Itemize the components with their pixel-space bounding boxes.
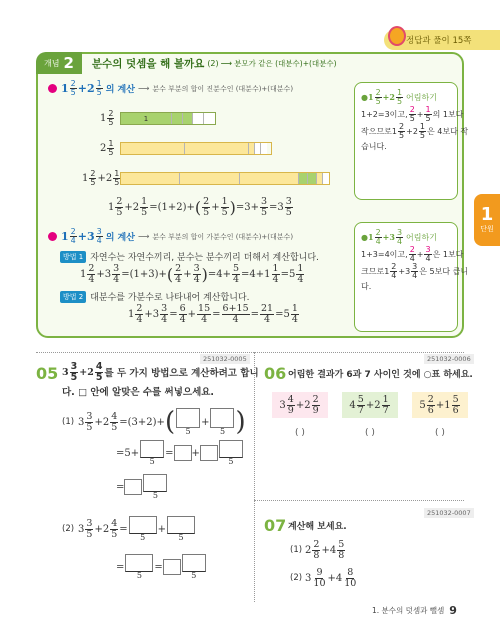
arrow-icon: ⟶ — [220, 58, 233, 68]
model-bar-3 — [120, 172, 330, 185]
q05-prompt-2: 다. □ 안에 알맞은 수를 써넣으세요. — [62, 387, 215, 398]
q05-item2-line1: (2) 3 3 5 +2 $\frac{4}{5}$ = 5 + 5 — [62, 516, 196, 542]
answer-tag: 정답과 풀이 15쪽 — [384, 30, 500, 50]
q05-prompt: 3 3 5 +2 4 5 를 두 가지 방법으로 계산하려고 합니 — [62, 361, 259, 383]
divider — [254, 352, 255, 602]
divider — [254, 500, 464, 501]
estimate-box-1: ● 1 2 5 +2 1 5 어림하기 1+2=3이고, 2 5 + $\frac{1}{5}$ 의 1보다 작으므로 1 2 5 +2 1 5 은 4보다 작 습니다. — [354, 82, 458, 200]
section-b-title: 1 2 4 +3 3 4 의 계산 ⟶ 분수 부분의 합이 가분수인 (대분수)+(대분수) — [48, 228, 293, 245]
q05-code: 251032-0005 — [200, 354, 250, 364]
answer-paren[interactable]: ( ) — [295, 428, 305, 438]
q07-item1: (1) 2 2 8 +4 5 8 — [290, 539, 345, 561]
concept-badge: 개념 2 — [36, 52, 82, 74]
q07-item2: (2) 3 9 10 +4 8 10 — [290, 567, 357, 589]
concept-header: 개념 2 분수의 덧셈을 해 볼까요 (2) ⟶ 분모가 같은 (대분수)+(대분수) — [36, 52, 464, 74]
answer-paren[interactable]: ( ) — [435, 428, 445, 438]
example-icon — [48, 84, 57, 93]
example-icon — [48, 232, 57, 241]
q07-prompt: 계산해 보세요. — [288, 522, 347, 532]
method2-row: 방법 2 대분수를 가분수로 나타내어 계산합니다. — [60, 290, 249, 303]
section-a-equation: 1 2 5 +2 $\frac{1}{5}$ =(1+2)+ ( 2 5 + $\frac{1}{5}$ ) =3+ $\frac{3}{5}$ =3 3 5 — [108, 196, 292, 218]
q07-code: 251032-0007 — [424, 508, 474, 518]
q05-item1-line1: (1) 3 3 5 +2 $\frac{4}{5}$ =(3+2)+ ( 5 + 5 ) — [62, 407, 246, 437]
bar-row-1: 1 2 5 — [100, 109, 114, 127]
q05-item1-line3: = 5 — [116, 474, 168, 500]
answer-box[interactable] — [124, 479, 142, 495]
q06-answers — [272, 428, 482, 438]
method1-equation: 1 2 4 +3 $\frac{3}{4}$ =(1+3)+ ( 2 4 + $\frac{3}{4}$ ) =4+ $\frac{5}{4}$ =4+1 $\frac{1}{4}$ =5 1 4 — [80, 263, 304, 285]
answer-paren[interactable]: ( ) — [365, 428, 375, 438]
chapter-tab[interactable]: 1 단원 — [474, 194, 500, 246]
section-a-title: 1 2 5 +2 1 5 의 계산 ⟶ 분수 부분의 합이 진분수인 (대분수)+(대분수) — [48, 80, 293, 97]
q06-prompt: 어림한 결과가 6과 7 사이인 것에 ○표 하세요. — [288, 370, 473, 380]
method2-equation: 1 2 4 +3 $\frac{3}{4}$ = $\frac{6}{4}$ + $\frac{15}{4}$ = $\frac{6+15}{4}$ = $\frac{21}{4}$ =5 1 4 — [128, 303, 298, 325]
q06-code: 251032-0006 — [424, 354, 474, 364]
q06-number: 06 — [264, 364, 287, 383]
q07-number: 07 — [264, 516, 287, 535]
method1-row: 방법 1 자연수는 자연수끼리, 분수는 분수끼리 더해서 계산합니다. — [60, 250, 319, 263]
q05-item1-line2: =5+ 5 = + 5 — [116, 440, 244, 466]
q05-number: 05 — [36, 364, 59, 383]
answer-box[interactable] — [174, 445, 192, 461]
mascot-icon — [388, 26, 406, 46]
divider — [36, 352, 464, 353]
bar-row-2: 2 1 5 — [100, 139, 114, 157]
estimate-box-2: ● 1 2 4 +3 3 4 어림하기 1+3=4이고, 2 4 + $\frac{3}{4}$ 은 1보다 크므로 1 2 4 +3 3 4 은 5보다 큽니 다. — [354, 222, 458, 332]
answer-box[interactable] — [200, 445, 218, 461]
q06-choices: 3 4 9 +2 2 9 4 5 7 +2 1 7 5 2 6 +1 5 6 — [272, 392, 482, 418]
model-bar-1: 1 — [120, 112, 216, 125]
footer: 1. 분수의 덧셈과 뺄셈 9 — [372, 604, 457, 617]
concept-title: 분수의 덧셈을 해 볼까요 — [91, 57, 205, 70]
bar-row-3: 1 2 5 +2 1 5 — [82, 169, 120, 187]
q05-item2-line2: = 5 = 5 — [116, 554, 207, 580]
answer-box[interactable] — [163, 559, 181, 575]
model-bar-2 — [120, 142, 272, 155]
